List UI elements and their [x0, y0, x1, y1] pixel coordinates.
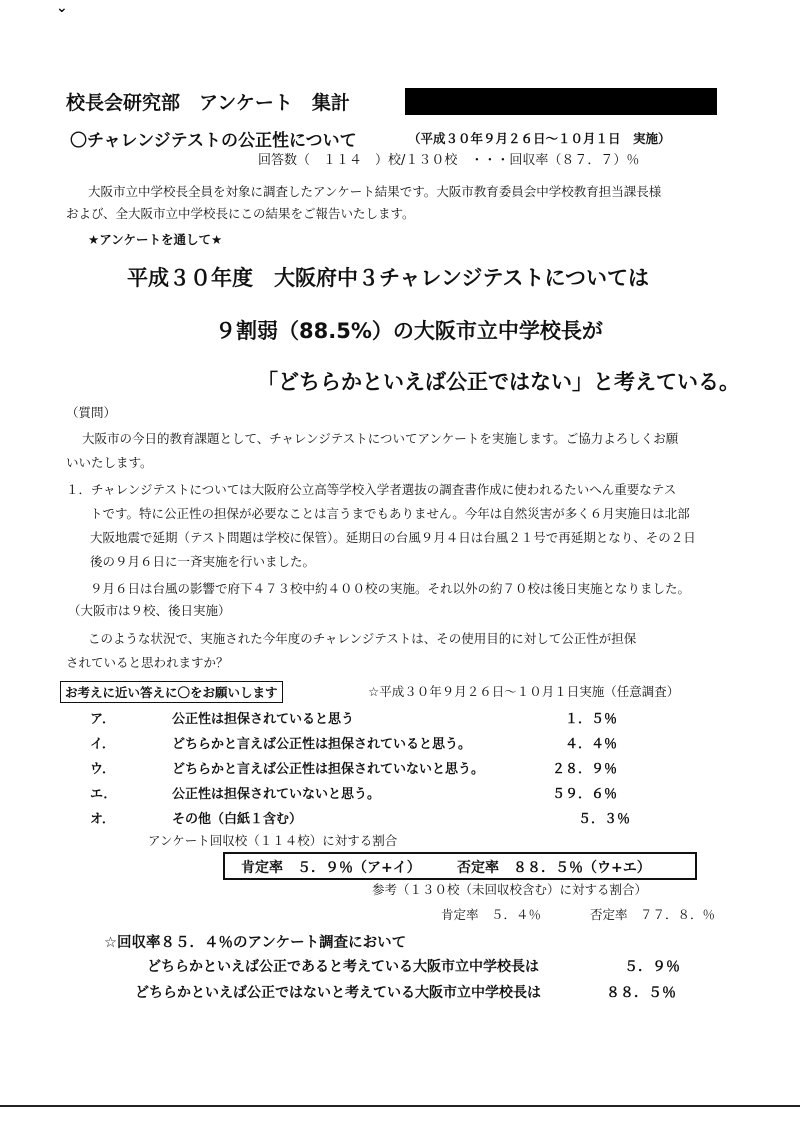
question-item1-line-5: ９月６日は台風の影響で府下４７３校中約４００校の実施。それ以外の約７０校は後日実施となりました。 [90, 581, 691, 596]
summary-line-2-percent: ８８．５％ [606, 985, 676, 1001]
rate-box [223, 852, 697, 880]
option-text: 公正性は担保されていないと思う。 [172, 787, 381, 802]
option-letter: ウ． [90, 762, 115, 777]
question-item1-line-3: 大阪地震で延期（テスト問題は学校に保管）。延期日の台風９月４日は台風２１号で再延期となり、その２日 [90, 530, 696, 545]
survey-period: （平成３０年９月２６日～１０月１日 実施） [408, 131, 671, 146]
summary-line-1-percent: ５．９％ [624, 959, 680, 975]
question-item1-line-2: トです。特に公正性の担保が必要なことは言うまでもありません。今年は自然災害が多く６月実施日は北部 [90, 506, 690, 521]
through-survey-label: ★アンケートを通して★ [88, 232, 223, 247]
option-text: その他（白紙１含む） [172, 812, 303, 827]
option-percent: ４．４％ [565, 737, 618, 752]
question-p1-line-1: 大阪市の今日的教育課題として、チャレンジテストについてアンケートを実施します。ご協力よろしくお願 [82, 431, 679, 446]
option-letter: エ． [90, 787, 117, 802]
question-item1-line-4: 後の９月６日に一斉実施を行いました。 [90, 554, 316, 569]
page-title: 校長会研究部 アンケート 集計 [66, 92, 350, 114]
question-item1-line-1: １．チャレンジテストについては大阪府公立高等学校入学者選抜の調査書作成に使われるたいへん重要なテス [66, 482, 677, 497]
summary-line-1: どちらかといえば公正であると考えている大阪市立中学校長は [147, 959, 539, 975]
headline-line-2: ９割弱（88.5%）の大阪市立中学校長が [215, 319, 603, 343]
headline-line-1: 平成３０年度 大阪府中３チャレンジテストについては [127, 266, 650, 290]
option-letter: ア． [90, 712, 115, 727]
answer-instruction-box: お考えに近い答えに〇をお願いします [60, 681, 283, 703]
summary-line-2: どちらかといえば公正ではないと考えている大阪市立中学校長は [135, 985, 541, 1001]
option-letter: オ． [90, 812, 115, 827]
response-count: 回答数（ １１４ ）校/１３０校 ・・・回収率（８７．７）％ [258, 153, 640, 168]
option-percent: ５．３％ [578, 812, 631, 827]
question-ask-line-1: このような状況で、実施された今年度のチャレンジテストは、その使用目的に対して公正性が担保 [88, 631, 637, 646]
question-label: （質問） [66, 405, 117, 420]
scan-mark: ⌄ [56, 0, 68, 16]
option-percent: ２８．９％ [552, 762, 618, 777]
section-title: 〇チャレンジテストの公正性について [70, 131, 357, 151]
reference-positive: 肯定率 ５．４％ [441, 907, 542, 922]
positive-rate: 肯定率 ５．９％（ア+イ） [241, 860, 421, 876]
question-p1-line-2: いいたします。 [66, 455, 153, 470]
reference-label: 参考（１３０校（未回収校含む）に対する割合） [372, 882, 648, 897]
intro-line-1: 大阪市立中学校長全員を対象に調査したアンケート結果です。大阪市教育委員会中学校教育担当課長様 [88, 184, 662, 199]
question-ask-line-2: されていると思われますか？ [66, 655, 229, 670]
option-text: どちらかと言えば公正性は担保されていると思う。 [172, 737, 472, 752]
redaction-bar [405, 88, 717, 115]
bottom-rule [0, 1105, 800, 1107]
option-text: どちらかと言えば公正性は担保されていないと思う。 [172, 762, 485, 777]
reference-negative: 否定率 ７７．８．％ [590, 907, 716, 922]
intro-line-2: および、全大阪市立中学校長にこの結果をご報告いたします。 [66, 206, 415, 221]
option-percent: １．５％ [565, 712, 618, 727]
question-item1-line-6: （大阪市は９校、後日実施） [68, 603, 231, 618]
negative-rate: 否定率 ８８．５％（ウ+エ） [457, 860, 651, 876]
option-text: 公正性は担保されていると思う [172, 712, 355, 727]
summary-title: ☆回収率８５．４％のアンケート調査において [104, 935, 407, 951]
option-percent: ５９．６％ [552, 787, 618, 802]
survey-note: ☆平成３０年９月２６日～１０月１日実施（任意調査） [368, 684, 680, 699]
headline-line-3: 「どちらかといえば公正ではない」と考えている。 [257, 370, 740, 394]
ratio-label: アンケート回収校（１１４校）に対する割合 [148, 833, 398, 848]
option-letter: イ． [90, 737, 115, 752]
